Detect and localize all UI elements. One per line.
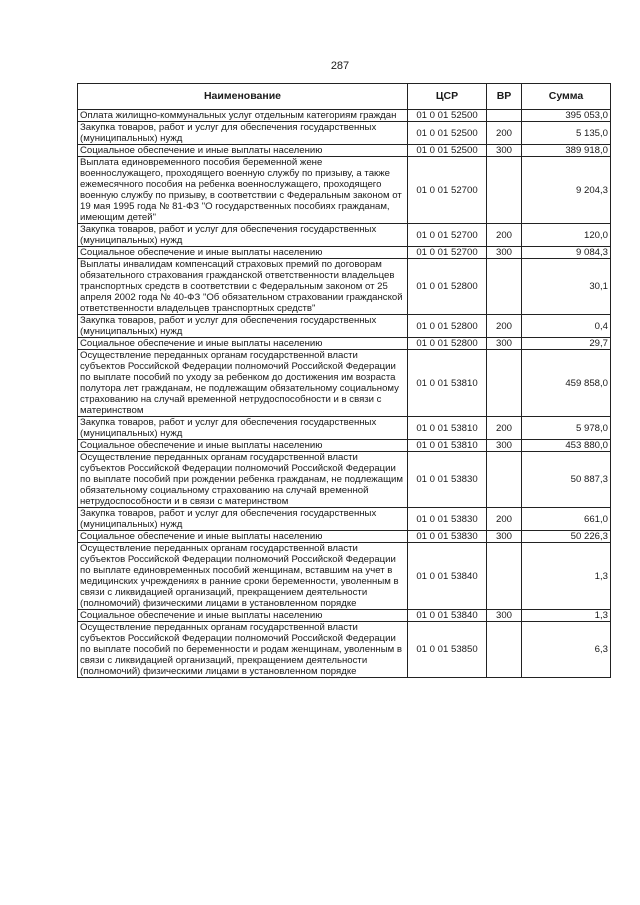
cell-name: Оплата жилищно-коммунальных услуг отдельным категориям граждан bbox=[78, 110, 408, 122]
cell-vr bbox=[487, 157, 522, 224]
cell-name: Закупка товаров, работ и услуг для обеспечения государственных (муниципальных) нужд bbox=[78, 315, 408, 338]
cell-name: Социальное обеспечение и иные выплаты населению bbox=[78, 338, 408, 350]
cell-sum: 1,3 bbox=[522, 543, 611, 610]
cell-sum: 453 880,0 bbox=[522, 440, 611, 452]
table-row bbox=[78, 157, 611, 224]
cell-csr: 01 0 01 53840 bbox=[408, 543, 487, 610]
table-row bbox=[78, 543, 611, 610]
cell-vr: 300 bbox=[487, 247, 522, 259]
header-csr: ЦСР bbox=[408, 84, 487, 110]
table-row bbox=[78, 145, 611, 157]
cell-csr: 01 0 01 52800 bbox=[408, 259, 487, 315]
table-row bbox=[78, 350, 611, 417]
cell-csr: 01 0 01 53810 bbox=[408, 417, 487, 440]
cell-sum: 9 084,3 bbox=[522, 247, 611, 259]
cell-csr: 01 0 01 53830 bbox=[408, 508, 487, 531]
table-row bbox=[78, 259, 611, 315]
cell-name: Осуществление переданных органам государственной власти субъектов Российской Федерации полномочий Российской Федерации по выплате пособий при рождении ребенка гражданам, не подлежащим обязательному социальному страхованию на случай временной нетрудоспособности и в связи с материнством bbox=[78, 452, 408, 508]
table-row bbox=[78, 452, 611, 508]
table-row bbox=[78, 110, 611, 122]
cell-vr bbox=[487, 259, 522, 315]
cell-csr: 01 0 01 53830 bbox=[408, 452, 487, 508]
page-number: 287 bbox=[330, 60, 350, 72]
cell-vr bbox=[487, 110, 522, 122]
cell-name: Осуществление переданных органам государственной власти субъектов Российской Федерации полномочий Российской Федерации по выплате пособий по уходу за ребенком до достижения им возраста полутора лет гражданам, не подлежащим обязательному социальному страхованию на случай временной нетрудоспособности и в связи с материнством bbox=[78, 350, 408, 417]
cell-name: Социальное обеспечение и иные выплаты населению bbox=[78, 440, 408, 452]
cell-csr: 01 0 01 52500 bbox=[408, 145, 487, 157]
cell-vr: 200 bbox=[487, 224, 522, 247]
cell-csr: 01 0 01 53850 bbox=[408, 622, 487, 678]
header-name: Наименование bbox=[78, 84, 408, 110]
cell-name: Социальное обеспечение и иные выплаты населению bbox=[78, 247, 408, 259]
cell-csr: 01 0 01 52700 bbox=[408, 157, 487, 224]
cell-csr: 01 0 01 53810 bbox=[408, 350, 487, 417]
cell-sum: 120,0 bbox=[522, 224, 611, 247]
cell-name: Закупка товаров, работ и услуг для обеспечения государственных (муниципальных) нужд bbox=[78, 417, 408, 440]
cell-sum: 5 135,0 bbox=[522, 122, 611, 145]
cell-name: Выплаты инвалидам компенсаций страховых премий по договорам обязательного страхования гражданской ответственности владельцев транспортных средств в соответствии с Федеральным законом от 25 апреля 2002 года № 40-ФЗ "Об обязательном страховании гражданской ответственности владельцев транспортных средств" bbox=[78, 259, 408, 315]
cell-name: Закупка товаров, работ и услуг для обеспечения государственных (муниципальных) нужд bbox=[78, 122, 408, 145]
header-vr: ВР bbox=[487, 84, 522, 110]
cell-vr bbox=[487, 543, 522, 610]
cell-sum: 395 053,0 bbox=[522, 110, 611, 122]
cell-csr: 01 0 01 52700 bbox=[408, 247, 487, 259]
cell-sum: 459 858,0 bbox=[522, 350, 611, 417]
cell-name: Социальное обеспечение и иные выплаты населению bbox=[78, 610, 408, 622]
cell-sum: 50 226,3 bbox=[522, 531, 611, 543]
table-row bbox=[78, 247, 611, 259]
table-row bbox=[78, 508, 611, 531]
cell-sum: 389 918,0 bbox=[522, 145, 611, 157]
cell-csr: 01 0 01 53840 bbox=[408, 610, 487, 622]
table-row bbox=[78, 224, 611, 247]
cell-name: Социальное обеспечение и иные выплаты населению bbox=[78, 531, 408, 543]
cell-sum: 5 978,0 bbox=[522, 417, 611, 440]
cell-vr: 300 bbox=[487, 610, 522, 622]
cell-sum: 29,7 bbox=[522, 338, 611, 350]
cell-name: Осуществление переданных органам государственной власти субъектов Российской Федерации полномочий Российской Федерации по выплате единовременных пособий женщинам, вставшим на учет в медицинских учреждениях в ранние сроки беременности, уволенным в связи с ликвидацией организаций, прекращением деятельности (полномочий) физическими лицами в установленном порядке bbox=[78, 543, 408, 610]
cell-csr: 01 0 01 52500 bbox=[408, 110, 487, 122]
cell-name: Закупка товаров, работ и услуг для обеспечения государственных (муниципальных) нужд bbox=[78, 224, 408, 247]
cell-name: Социальное обеспечение и иные выплаты населению bbox=[78, 145, 408, 157]
cell-sum: 0,4 bbox=[522, 315, 611, 338]
cell-csr: 01 0 01 52800 bbox=[408, 338, 487, 350]
cell-vr: 300 bbox=[487, 145, 522, 157]
cell-vr bbox=[487, 452, 522, 508]
cell-sum: 30,1 bbox=[522, 259, 611, 315]
cell-vr: 200 bbox=[487, 122, 522, 145]
table-row bbox=[78, 417, 611, 440]
table-row bbox=[78, 315, 611, 338]
cell-vr: 300 bbox=[487, 338, 522, 350]
header-sum: Сумма bbox=[522, 84, 611, 110]
table-row bbox=[78, 531, 611, 543]
cell-sum: 6,3 bbox=[522, 622, 611, 678]
cell-sum: 1,3 bbox=[522, 610, 611, 622]
table-row bbox=[78, 622, 611, 678]
cell-csr: 01 0 01 52500 bbox=[408, 122, 487, 145]
cell-sum: 50 887,3 bbox=[522, 452, 611, 508]
cell-csr: 01 0 01 53830 bbox=[408, 531, 487, 543]
table-header-row bbox=[78, 84, 611, 110]
cell-sum: 661,0 bbox=[522, 508, 611, 531]
cell-name: Закупка товаров, работ и услуг для обеспечения государственных (муниципальных) нужд bbox=[78, 508, 408, 531]
table-row bbox=[78, 122, 611, 145]
table-row bbox=[78, 440, 611, 452]
cell-vr bbox=[487, 350, 522, 417]
cell-vr: 200 bbox=[487, 315, 522, 338]
table-row bbox=[78, 338, 611, 350]
budget-table bbox=[77, 83, 611, 678]
cell-vr: 300 bbox=[487, 440, 522, 452]
cell-vr: 300 bbox=[487, 531, 522, 543]
cell-vr: 200 bbox=[487, 508, 522, 531]
cell-sum: 9 204,3 bbox=[522, 157, 611, 224]
cell-csr: 01 0 01 53810 bbox=[408, 440, 487, 452]
cell-vr bbox=[487, 622, 522, 678]
cell-name: Выплата единовременного пособия беременной жене военнослужащего, проходящего военную службу по призыву, а также ежемесячного пособия на ребенка военнослужащего, проходящего военную службу по призыву, в соответствии с Федеральным законом от 19 мая 1995 года № 81-ФЗ "О государственных пособиях гражданам, имеющим детей" bbox=[78, 157, 408, 224]
cell-csr: 01 0 01 52700 bbox=[408, 224, 487, 247]
cell-vr: 200 bbox=[487, 417, 522, 440]
cell-csr: 01 0 01 52800 bbox=[408, 315, 487, 338]
cell-name: Осуществление переданных органам государственной власти субъектов Российской Федерации полномочий Российской Федерации по выплате пособий по беременности и родам женщинам, уволенным в связи с ликвидацией организаций, прекращением деятельности (полномочий) физическими лицами в установленном порядке bbox=[78, 622, 408, 678]
table-row bbox=[78, 610, 611, 622]
